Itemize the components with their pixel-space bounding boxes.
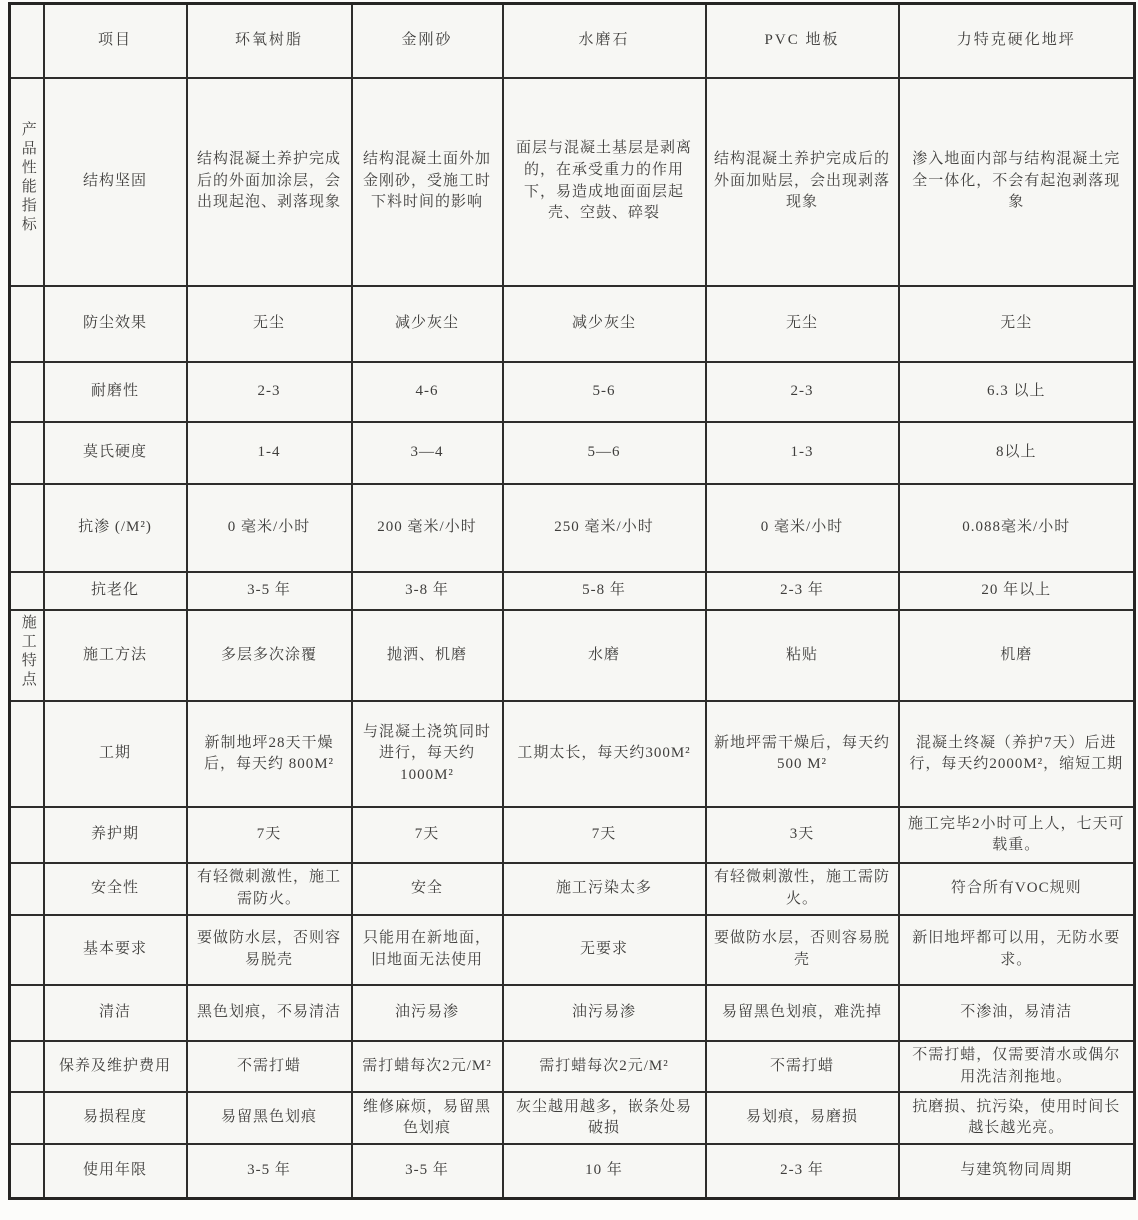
group-cell — [10, 286, 44, 362]
cell: 易留黑色划痕 — [187, 1092, 352, 1144]
row-label: 抗老化 — [44, 572, 187, 610]
cell: 不需打蜡 — [187, 1041, 352, 1093]
cell: 结构混凝土面外加金刚砂，受施工时下料时间的影响 — [352, 78, 503, 286]
cell: 渗入地面内部与结构混凝土完全一体化，不会有起泡剥落现象 — [899, 78, 1135, 286]
column-header-emery: 金刚砂 — [352, 4, 503, 78]
cell: 3—4 — [352, 422, 503, 484]
row-label: 施工方法 — [44, 610, 187, 702]
row-label: 防尘效果 — [44, 286, 187, 362]
cell: 维修麻烦，易留黑色划痕 — [352, 1092, 503, 1144]
group-cell — [10, 1144, 44, 1198]
cell: 易划痕，易磨损 — [706, 1092, 899, 1144]
table-row-vulnerability — [10, 1092, 1135, 1144]
cell: 无尘 — [187, 286, 352, 362]
group-cell — [10, 484, 44, 572]
cell: 2-3 年 — [706, 572, 899, 610]
cell: 3-5 年 — [187, 1144, 352, 1198]
cell: 无要求 — [503, 915, 706, 985]
group-cell — [10, 362, 44, 422]
group-cell-performance — [10, 78, 44, 286]
cell: 油污易渗 — [352, 985, 503, 1041]
cell: 6.3 以上 — [899, 362, 1135, 422]
column-header-pvc: PVC 地板 — [706, 4, 899, 78]
group-label-performance: 产品性能指标 — [19, 120, 36, 235]
column-header-item: 项目 — [44, 4, 187, 78]
cell: 3-5 年 — [352, 1144, 503, 1198]
cell: 7天 — [503, 807, 706, 863]
group-label-construction: 施工特点 — [19, 613, 36, 690]
cell: 3-5 年 — [187, 572, 352, 610]
cell: 250 毫米/小时 — [503, 484, 706, 572]
cell: 不需打蜡，仅需要清水或偶尔用洗洁剂拖地。 — [899, 1041, 1135, 1093]
group-cell — [10, 915, 44, 985]
table-row-basic-requirements — [10, 915, 1135, 985]
cell: 与混凝土浇筑同时进行，每天约 1000M² — [352, 701, 503, 807]
group-cell — [10, 701, 44, 807]
group-cell — [10, 807, 44, 863]
table-row-safety — [10, 863, 1135, 915]
cell: 水磨 — [503, 610, 706, 702]
column-header-terrazzo: 水磨石 — [503, 4, 706, 78]
cell: 新旧地坪都可以用，无防水要求。 — [899, 915, 1135, 985]
cell: 减少灰尘 — [352, 286, 503, 362]
cell: 油污易渗 — [503, 985, 706, 1041]
row-label: 莫氏硬度 — [44, 422, 187, 484]
cell: 黑色划痕，不易清洁 — [187, 985, 352, 1041]
cell: 新制地坪28天干燥后，每天约 800M² — [187, 701, 352, 807]
table-row-mohs-hardness — [10, 422, 1135, 484]
cell: 3-8 年 — [352, 572, 503, 610]
table-row-wear-resistance — [10, 362, 1135, 422]
cell: 与建筑物同周期 — [899, 1144, 1135, 1198]
cell: 1-3 — [706, 422, 899, 484]
cell: 抛洒、机磨 — [352, 610, 503, 702]
table-row-structure — [10, 78, 1135, 286]
cell: 要做防水层，否则容易脱壳 — [187, 915, 352, 985]
cell: 灰尘越用越多，嵌条处易破损 — [503, 1092, 706, 1144]
table-row-service-life — [10, 1144, 1135, 1198]
table-row-curing-period — [10, 807, 1135, 863]
cell: 0 毫米/小时 — [706, 484, 899, 572]
cell: 混凝土终凝（养护7天）后进行，每天约2000M²，缩短工期 — [899, 701, 1135, 807]
cell: 多层多次涂覆 — [187, 610, 352, 702]
table-row-cleaning — [10, 985, 1135, 1041]
cell: 5—6 — [503, 422, 706, 484]
group-cell — [10, 985, 44, 1041]
cell: 需打蜡每次2元/M² — [503, 1041, 706, 1093]
group-cell — [10, 572, 44, 610]
table-row-anti-aging — [10, 572, 1135, 610]
cell: 3天 — [706, 807, 899, 863]
cell: 5-6 — [503, 362, 706, 422]
row-label: 使用年限 — [44, 1144, 187, 1198]
row-label: 基本要求 — [44, 915, 187, 985]
column-header-epoxy: 环氧树脂 — [187, 4, 352, 78]
column-header-litek: 力特克硬化地坪 — [899, 4, 1135, 78]
cell: 7天 — [187, 807, 352, 863]
cell: 7天 — [352, 807, 503, 863]
row-label: 耐磨性 — [44, 362, 187, 422]
cell: 5-8 年 — [503, 572, 706, 610]
cell: 20 年以上 — [899, 572, 1135, 610]
flooring-comparison-table — [8, 2, 1136, 1200]
cell: 2-3 年 — [706, 1144, 899, 1198]
cell: 200 毫米/小时 — [352, 484, 503, 572]
cell: 抗磨损、抗污染，使用时间长越长越光亮。 — [899, 1092, 1135, 1144]
table-row-dustproof — [10, 286, 1135, 362]
row-label: 工期 — [44, 701, 187, 807]
group-cell-construction — [10, 610, 44, 702]
table-row-construction-period — [10, 701, 1135, 807]
cell: 8以上 — [899, 422, 1135, 484]
row-label: 清洁 — [44, 985, 187, 1041]
cell: 新地坪需干燥后，每天约500 M² — [706, 701, 899, 807]
row-label: 保养及维护费用 — [44, 1041, 187, 1093]
cell: 施工完毕2小时可上人，七天可载重。 — [899, 807, 1135, 863]
row-label: 养护期 — [44, 807, 187, 863]
cell: 0.088毫米/小时 — [899, 484, 1135, 572]
table-row-maintenance-cost — [10, 1041, 1135, 1093]
cell: 有轻微刺激性，施工需防火。 — [187, 863, 352, 915]
cell: 2-3 — [187, 362, 352, 422]
cell: 工期太长，每天约300M² — [503, 701, 706, 807]
cell: 结构混凝土养护完成后的外面加贴层，会出现剥落现象 — [706, 78, 899, 286]
cell: 要做防水层，否则容易脱壳 — [706, 915, 899, 985]
cell: 4-6 — [352, 362, 503, 422]
header-row — [10, 4, 1135, 78]
group-cell — [10, 422, 44, 484]
cell: 结构混凝土养护完成后的外面加涂层，会出现起泡、剥落现象 — [187, 78, 352, 286]
group-cell — [10, 1092, 44, 1144]
cell: 不渗油，易清洁 — [899, 985, 1135, 1041]
cell: 2-3 — [706, 362, 899, 422]
cell: 面层与混凝土基层是剥离的，在承受重力的作用下，易造成地面面层起壳、空鼓、碎裂 — [503, 78, 706, 286]
row-label: 安全性 — [44, 863, 187, 915]
group-cell — [10, 863, 44, 915]
cell: 无尘 — [899, 286, 1135, 362]
cell: 施工污染太多 — [503, 863, 706, 915]
cell: 0 毫米/小时 — [187, 484, 352, 572]
cell: 不需打蜡 — [706, 1041, 899, 1093]
table-row-impermeability — [10, 484, 1135, 572]
cell: 有轻微刺激性，施工需防火。 — [706, 863, 899, 915]
cell: 机磨 — [899, 610, 1135, 702]
cell: 无尘 — [706, 286, 899, 362]
row-label: 抗渗 (/M²) — [44, 484, 187, 572]
row-label: 结构坚固 — [44, 78, 187, 286]
cell: 1-4 — [187, 422, 352, 484]
cell: 需打蜡每次2元/M² — [352, 1041, 503, 1093]
cell: 只能用在新地面，旧地面无法使用 — [352, 915, 503, 985]
group-cell — [10, 1041, 44, 1093]
row-label: 易损程度 — [44, 1092, 187, 1144]
cell: 易留黑色划痕，难洗掉 — [706, 985, 899, 1041]
cell: 粘贴 — [706, 610, 899, 702]
cell: 减少灰尘 — [503, 286, 706, 362]
group-header-cell — [10, 4, 44, 78]
table-row-construction-method — [10, 610, 1135, 702]
cell: 10 年 — [503, 1144, 706, 1198]
cell: 符合所有VOC规则 — [899, 863, 1135, 915]
cell: 安全 — [352, 863, 503, 915]
